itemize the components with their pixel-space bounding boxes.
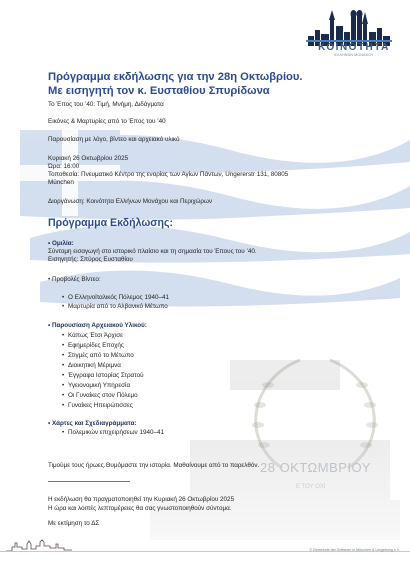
event-date: Κυριακή 26 Οκτωβρίου 2025 bbox=[48, 155, 129, 162]
video-item: • Ο Ελληνοϊταλικός Πόλεμος 1940–41 bbox=[62, 294, 169, 301]
date-watermark: 28 ΟΚΤΩΜΒΡΙΟΥ bbox=[260, 460, 371, 475]
divider bbox=[48, 481, 130, 482]
archive-item: • Υγειονομική Υπηρεσία bbox=[62, 382, 131, 389]
maps-item: • Πολεμικών επιχειρήσεων 1940–41 bbox=[62, 429, 164, 436]
closing-note-2: Η ώρα και λοιπές λεπτομέρειες θα σας γνωστοποιηθούν σύντομα. bbox=[48, 505, 232, 512]
archive-item: • Γυναίκες Ηπειρώτισσες bbox=[62, 402, 133, 409]
date-watermark-sub: Ε ΤΟΥ ΟΧΙ bbox=[296, 484, 326, 490]
archive-item: • Εφημερίδες Εποχής bbox=[62, 342, 124, 349]
speech-text: Σύντομη εισαγωγή στο ιστορικό πλαίσιο και τη σημασία του Έπους του ’40. bbox=[48, 248, 257, 255]
speech-label: • Ομιλία: bbox=[48, 240, 74, 247]
closing-note-1: Η εκδήλωση θα πραγματοποιηθεί την Κυριακή 26 Οκτωβρίου 2025 bbox=[48, 496, 235, 503]
archive-item: • Στιγμές από το Μέτωπο bbox=[62, 352, 134, 359]
archive-item: • Διοικητική Μέριμνα bbox=[62, 362, 121, 369]
title-line-1: Πρόγραμμα εκδήλωσης για την 28η Οκτωβρίου. bbox=[48, 71, 303, 83]
skyline-icon bbox=[6, 538, 72, 552]
event-venue: Τοποθεσία: Πνευματικό Κέντρο της ενορίας των Αγίων Πάντων, Ungererstr 131, 80805 bbox=[48, 171, 289, 178]
logo-subtitle: ΕΛΛΗΝΩΝ ΜΟΝΑΧΟΥ bbox=[334, 53, 374, 57]
videos-label: • Προβολές Βίντεο: bbox=[48, 276, 101, 283]
event-theme: Το Έπος του ’40: Τιμή, Μνήμη, Διδάγματα bbox=[48, 101, 164, 108]
archive-item: • Οι Γυναίκες στον Πόλεμο bbox=[62, 392, 138, 399]
video-item: • Μαρτυρία από το Αλβανικό Μέτωπο bbox=[62, 303, 168, 310]
archive-label: • Παρουσίαση Αρχειακού Υλικού: bbox=[48, 322, 147, 329]
speech-speaker: Εισηγητής: Σπύρος Ευσταθίου bbox=[48, 256, 133, 263]
logo-wordmark: ΚΟΙΝΟΤΗΤΑ bbox=[318, 42, 390, 53]
event-presentation: Παρουσίαση με λόγο, βίντεο και αρχειακό υλικό bbox=[48, 136, 180, 143]
program-heading: Πρόγραμμα Εκδήλωσης: bbox=[48, 217, 174, 229]
event-city: München bbox=[48, 179, 74, 186]
title-line-2: Με εισηγητή τον κ. Ευσταθίου Σπυρίδωνα bbox=[48, 85, 270, 97]
closing-motto: Τιμούμε τους ήρωες.Θυμόμαστε την ιστορία. Μαθαίνουμε από το παρελθόν. bbox=[48, 462, 260, 469]
archive-item: • Κάπως Έτσι Άρχισε bbox=[62, 332, 123, 339]
maps-label: • Χάρτες και Σχεδιαγράμματα: bbox=[48, 420, 137, 427]
copyright-text: © Gemeinde der Griechen in München & Umgebung e.V. bbox=[309, 548, 400, 552]
archive-item: • Έγγραφα Ιστορίας Στρατού bbox=[62, 372, 144, 379]
page-title bbox=[48, 70, 348, 98]
signature: Με εκτίμηση το ΔΣ bbox=[48, 520, 100, 527]
event-organizer: Διοργάνωση: Κοινότητα Ελλήνων Μονάχου και Περιχώρων bbox=[48, 198, 213, 205]
event-time: Ώρα: 16:00 bbox=[48, 163, 80, 170]
event-images: Εικόνες & Μαρτυρίες από το Έπος του ’40 bbox=[48, 118, 166, 125]
